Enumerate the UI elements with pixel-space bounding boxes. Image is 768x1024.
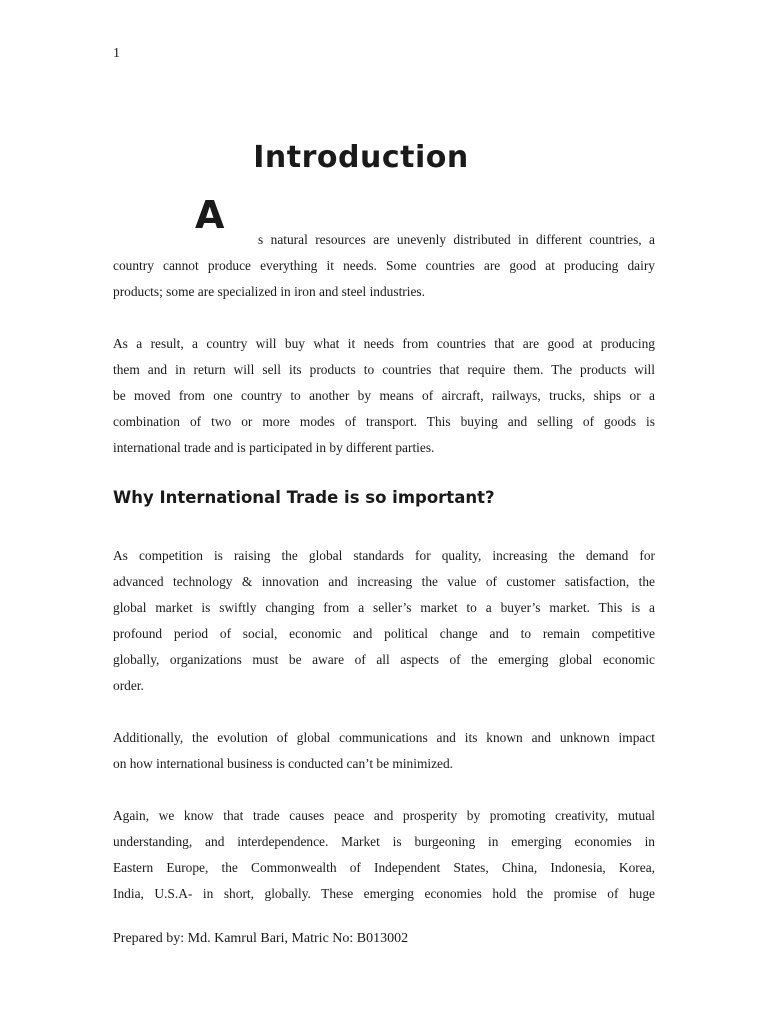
page-number: 1 <box>113 46 120 61</box>
text-line: profound period of social, economic and political change and to remain competitive <box>113 626 655 641</box>
text-line: Additionally, the evolution of global communications and its known and unknown impact <box>113 730 655 745</box>
paragraph-4 <box>113 725 655 777</box>
text-line: Eastern Europe, the Commonwealth of Independent States, China, Indonesia, Korea, <box>113 860 655 875</box>
paragraph-3 <box>113 543 655 699</box>
paragraph-5 <box>113 803 655 907</box>
text-line: order. <box>113 678 144 693</box>
section-heading: Why International Trade is so important? <box>113 488 495 507</box>
intro-first-line: s natural resources are unevenly distributed in different countries, a <box>258 232 655 247</box>
text-line: international trade and is participated in by different parties. <box>113 440 435 455</box>
text-line: be moved from one country to another by means of aircraft, railways, trucks, ships or a <box>113 388 655 403</box>
text-line: As competition is raising the global standards for quality, increasing the demand for <box>113 548 655 563</box>
text-line: India, U.S.A- in short, globally. These emerging economies hold the promise of huge <box>113 886 655 901</box>
intro-paragraph <box>113 253 655 305</box>
text-line: advanced technology & innovation and increasing the value of customer satisfaction, the <box>113 574 655 589</box>
text-line: them and in return will sell its products to countries that require them. The products will <box>113 362 655 377</box>
text-line: country cannot produce everything it needs. Some countries are good at producing dairy <box>113 258 655 273</box>
page-footer: Prepared by: Md. Kamrul Bari, Matric No: B013002 <box>113 931 409 946</box>
text-line: products; some are specialized in iron and steel industries. <box>113 284 425 299</box>
text-line: on how international business is conducted can’t be minimized. <box>113 756 454 771</box>
text-line: globally, organizations must be aware of all aspects of the emerging global economic <box>113 652 655 667</box>
paragraph-2 <box>113 331 655 461</box>
text-line: As a result, a country will buy what it needs from countries that are good at producing <box>113 336 655 351</box>
text-line: combination of two or more modes of transport. This buying and selling of goods is <box>113 414 655 429</box>
text-line: global market is swiftly changing from a seller’s market to a buyer’s market. This is a <box>113 600 655 615</box>
page-title: Introduction <box>253 140 469 175</box>
text-line: Again, we know that trade causes peace and prosperity by promoting creativity, mutual <box>113 808 655 823</box>
text-line: understanding, and interdependence. Market is burgeoning in emerging economies in <box>113 834 655 849</box>
drop-cap: A <box>195 193 225 237</box>
